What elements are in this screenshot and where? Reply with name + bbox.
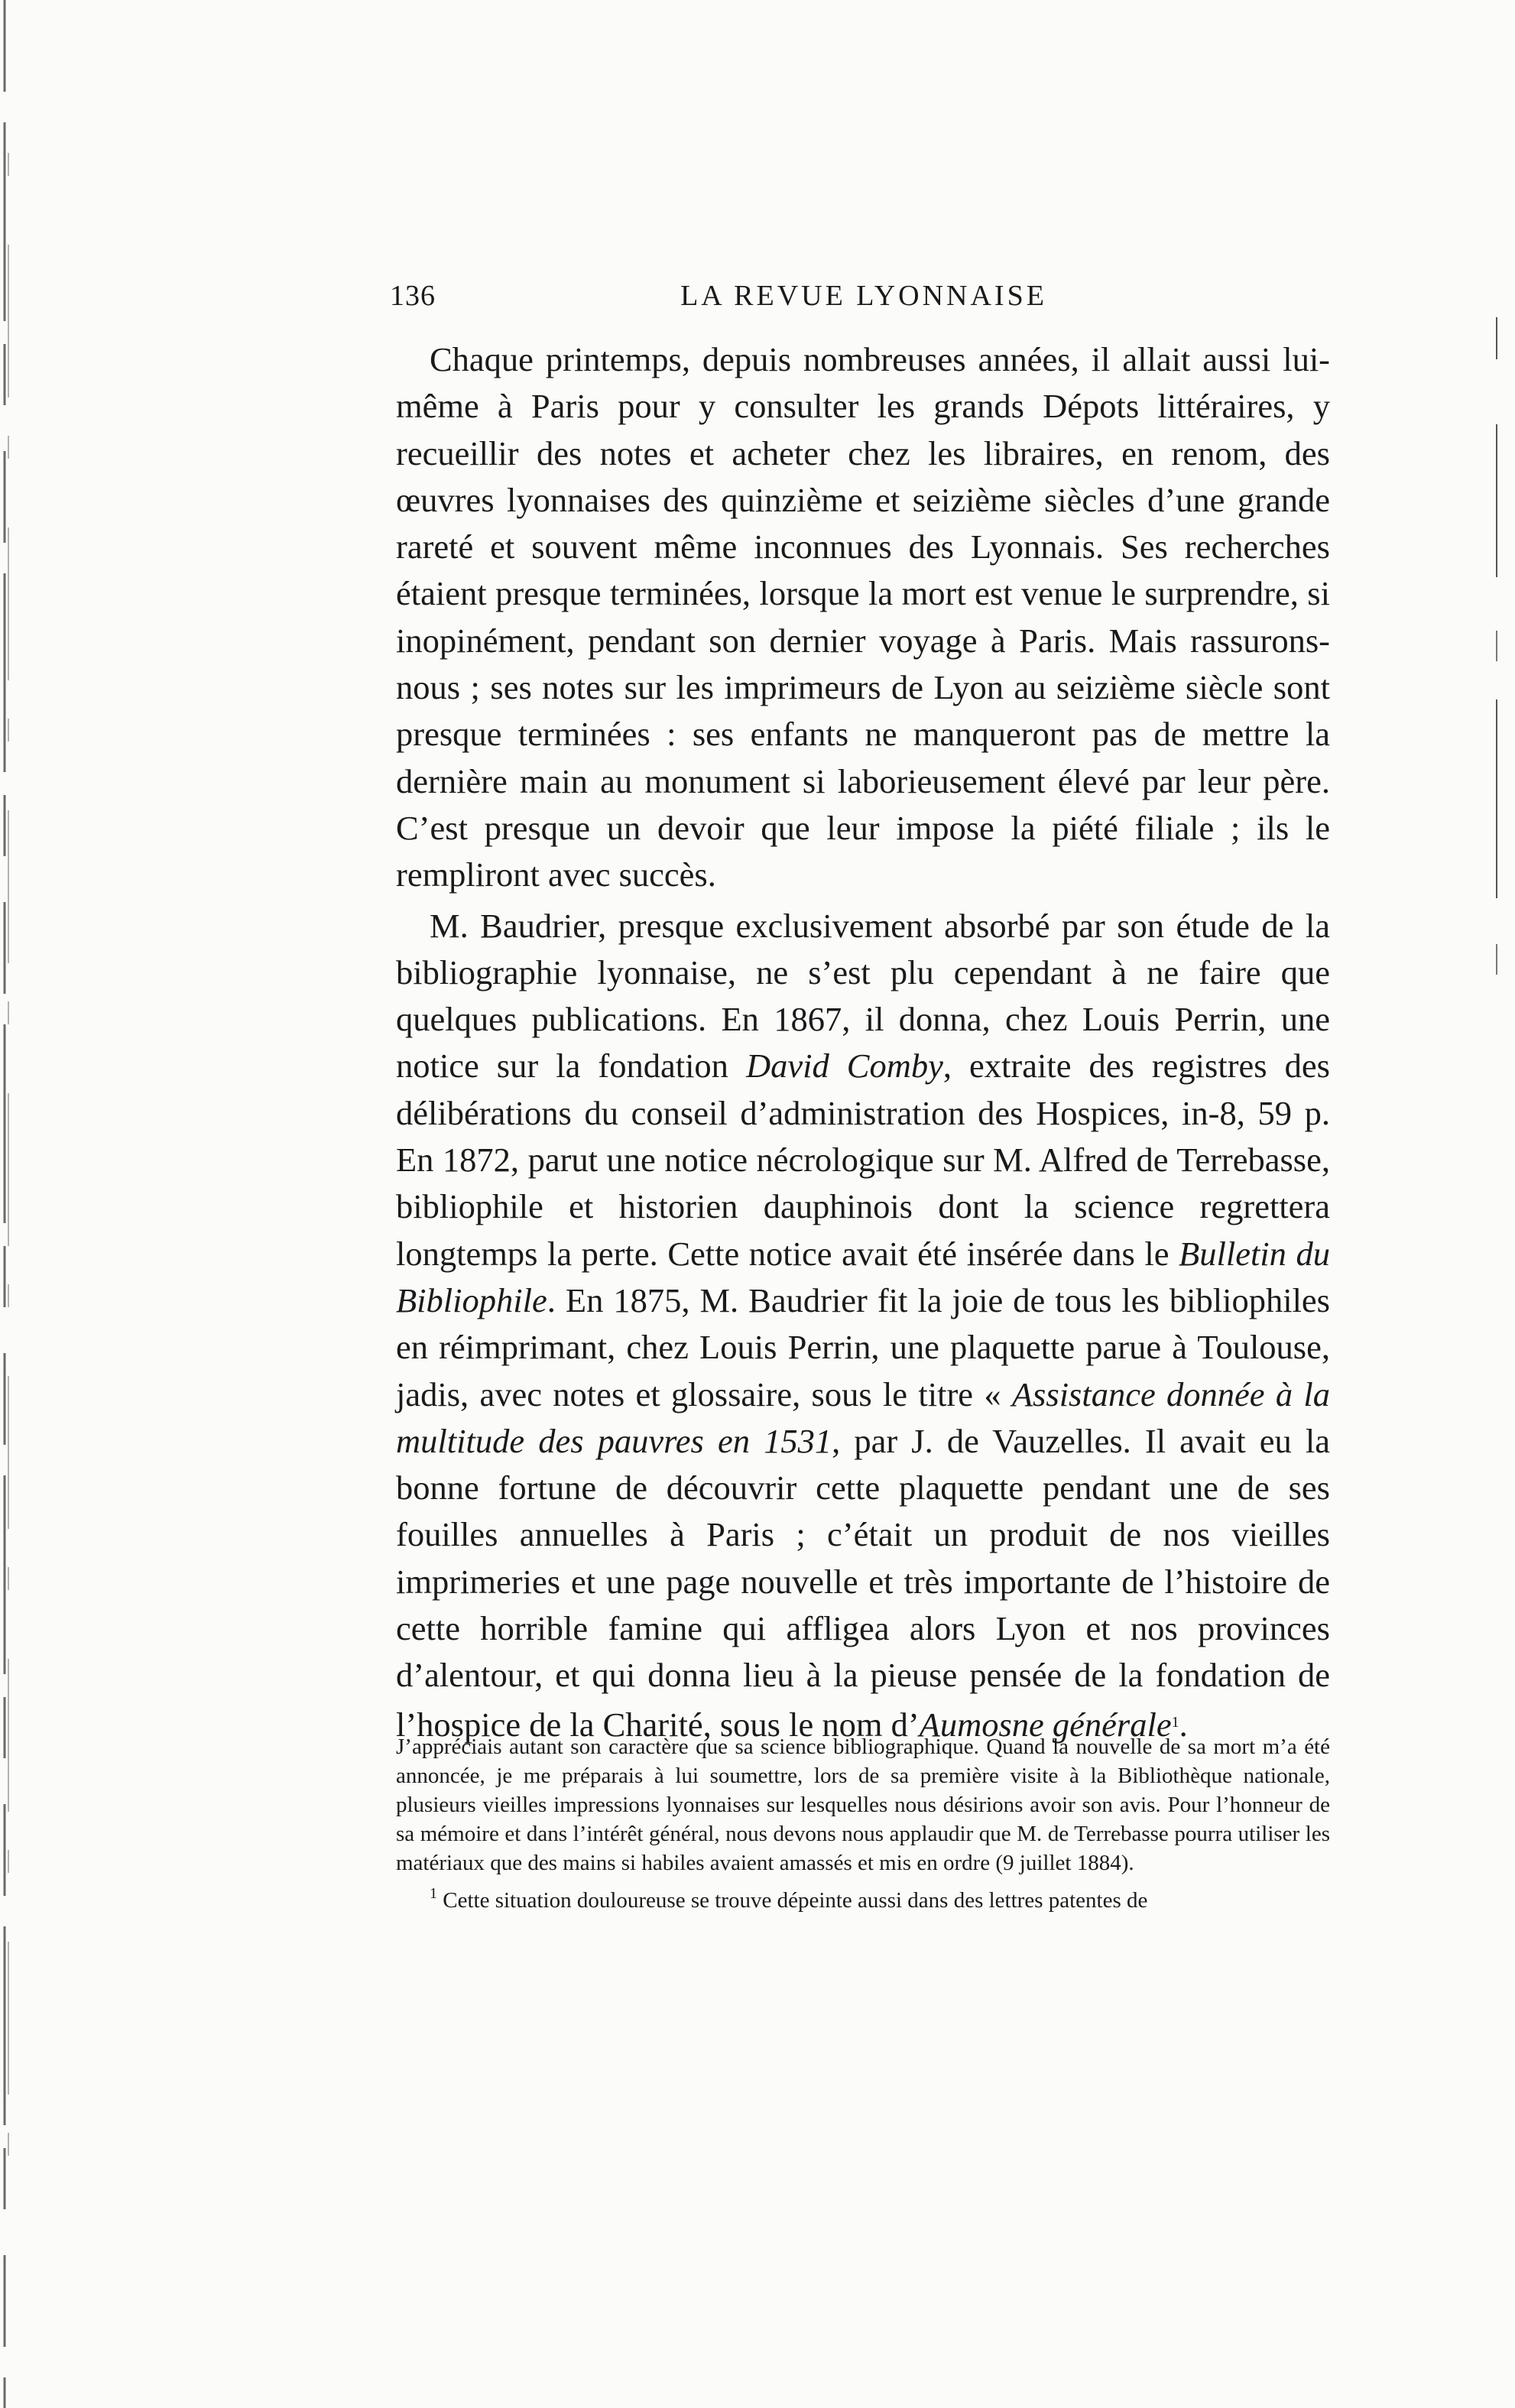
footnote-1-mark: 1 xyxy=(430,1885,437,1902)
paragraph-2-text-5: . xyxy=(1179,1705,1188,1744)
title-bulletin-du-bibliophile: Bulletin du Bibliophile xyxy=(396,1234,1330,1319)
paragraph-2-text-2: , extraite des registres des délibérations du conseil d’administration des Hospices, in-8, 59 p. En 1872, parut une notice nécrologique sur M. Alfred de Terrebasse, bibliophile et historien dauphinois dont la science regrettera longtemps la perte. Cette notice avait été insérée dans le xyxy=(396,1047,1330,1273)
footnotes xyxy=(396,1732,1330,1915)
paragraph-2 xyxy=(396,903,1330,1748)
margin-scan-marks xyxy=(1494,302,1501,990)
footnote-1 xyxy=(396,1879,1330,1915)
paragraph-2-text-4: , par J. de Vauzelles. Il avait eu la bonne fortune de découvrir cette plaquette pendant une de ses fouilles annuelles à Paris ; c’était un produit de nos vieilles imprimeries et une page nouvelle et très importante de l’histoire de cette horrible famine qui affligea alors Lyon et nos provinces d’alentour, et qui donna lieu à la pieuse pensée de la fondation de l’hospice de la Charité, sous le nom d’ xyxy=(396,1421,1330,1744)
footnote-reference-1[interactable]: 1 xyxy=(1171,1713,1179,1731)
title-assistance-donnee: Assistance donnée à la multitude des pauvres en 1531 xyxy=(396,1374,1330,1460)
title-aumosne-generale: Aumosne générale xyxy=(919,1705,1172,1744)
footnote-continued: J’appréciais autant son caractère que sa science bibliographique. Quand la nouvelle de sa mort m’a été annoncée, je me préparais à lui soumettre, lors de sa première visite à la Bibliothèque nationale, plusieurs vieilles impressions lyonnaises sur lesquelles nous désirions avoir son avis. Pour l’honneur de sa mémoire et dans l’intérêt général, nous devons nous applaudir que M. de Terrebasse pourra utiliser les matériaux que des mains si habiles avaient amassés et mis en ordre (9 juillet 1884). xyxy=(396,1735,1330,1875)
footnote-1-text: Cette situation douloureuse se trouve dépeinte aussi dans des lettres patentes de xyxy=(443,1888,1148,1913)
scan-edge-shadow xyxy=(0,0,12,2408)
page-header xyxy=(390,279,1338,317)
title-david-comby: David Comby xyxy=(745,1047,943,1086)
body-text xyxy=(396,336,1330,1748)
paragraph-2-text-1: M. Baudrier, presque exclusivement absorbé par son étude de la bibliographie lyonnaise, ne s’est plu cependant à ne faire que quelques publications. En 1867, il donna, chez Louis Perrin, une notice sur la fondation xyxy=(396,906,1330,1086)
running-title: LA REVUE LYONNAISE xyxy=(680,280,1047,312)
paragraph-1: Chaque printemps, depuis nombreuses années, il allait aussi lui-même à Paris pour y consulter les grands Dépots littéraires, y recueillir des notes et acheter chez les libraires, en renom, des œuvres lyonnaises des quinzième et seizième siècles d’une grande rareté et souvent même inconnues des Lyonnais. Ses recherches étaient presque terminées, lorsque la mort est venue le surprendre, si inopinément, pendant son dernier voyage à Paris. Mais rassurons-nous ; ses notes sur les imprimeurs de Lyon au seizième siècle sont presque terminées : ses enfants ne manqueront pas de mettre la dernière main au monument si laborieusement élevé par leur père. C’est presque un devoir que leur impose la piété filiale ; ils le rempliront avec succès. xyxy=(396,340,1330,894)
paragraph-2-text-3: . En 1875, M. Baudrier fit la joie de tous les bibliophiles en réimprimant, chez Louis Perrin, une plaquette parue à Toulouse, jadis, avec notes et glossaire, sous le titre « xyxy=(396,1280,1330,1413)
page-number: 136 xyxy=(390,280,436,312)
